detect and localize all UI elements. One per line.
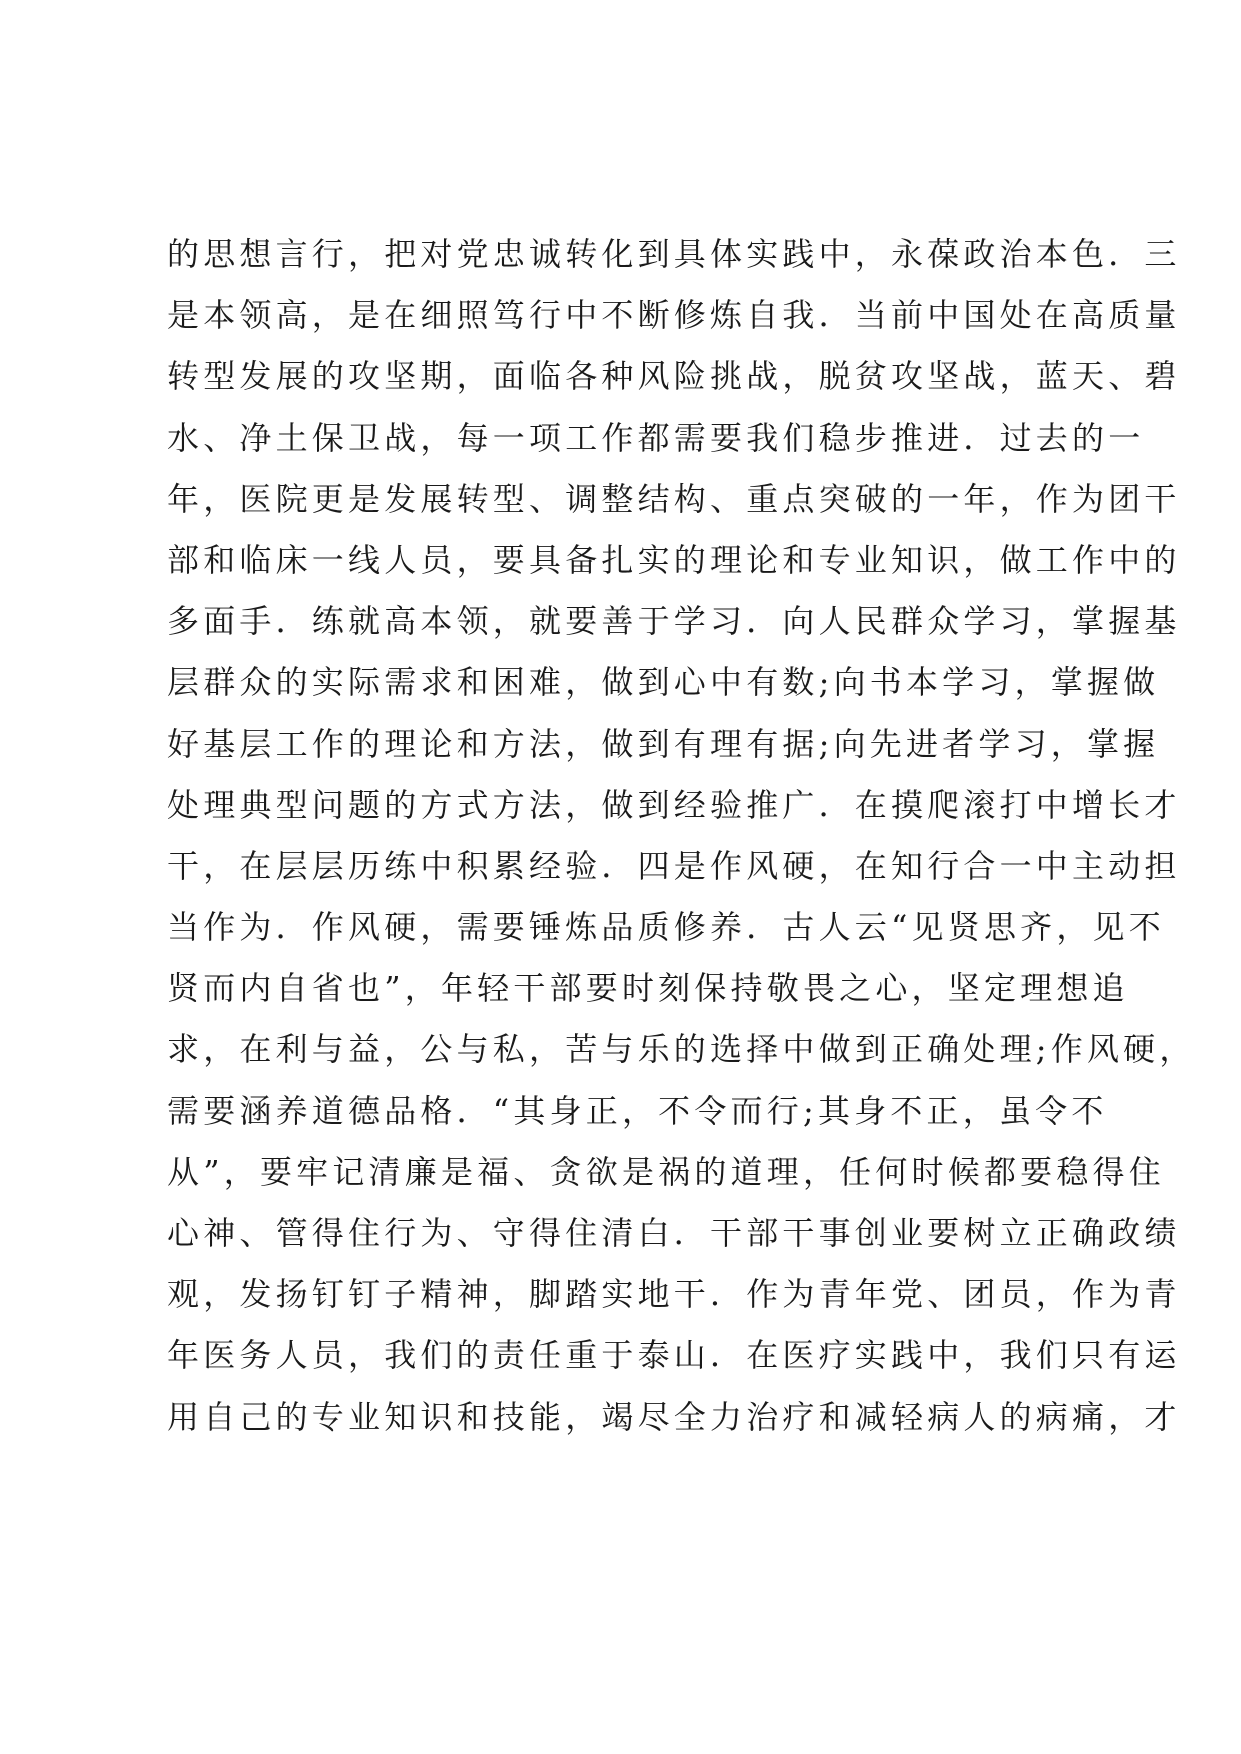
text-line: 心神、管得住行为、守得住清白．干部干事创业要树立正确政绩 (167, 1214, 1181, 1252)
text-line: 年医务人员，我们的责任重于泰山．在医疗实践中，我们只有运 (167, 1336, 1181, 1375)
text-line: 从”，要牢记清廉是福、贪欲是祸的道理，任何时候都要稳得住 (167, 1152, 1165, 1191)
text-line: 部和临床一线人员，要具备扎实的理论和专业知识，做工作中的 (167, 540, 1181, 579)
text-line: 处理典型问题的方式方法，做到经验推广．在摸爬滚打中增长才 (167, 785, 1181, 824)
text-line: 贤而内自省也”，年轻干部要时刻保持敬畏之心，坚定理想追 (167, 969, 1129, 1008)
text-line: 是本领高，是在细照笃行中不断修炼自我．当前中国处在高质量 (167, 296, 1181, 335)
text-line: 年，医院更是发展转型、调整结构、重点突破的一年，作为团干 (167, 479, 1181, 518)
text-line: 当作为．作风硬，需要锤炼品质修养．古人云“见贤思齐，见不 (167, 908, 1165, 947)
text-line: 观，发扬钉钉子精神，脚踏实地干．作为青年党、团员，作为青 (167, 1275, 1181, 1314)
text-line: 好基层工作的理论和方法，做到有理有据;向先进者学习，掌握 (167, 724, 1160, 763)
text-line: 转型发展的攻坚期，面临各种风险挑战，脱贫攻坚战，蓝天、碧 (167, 357, 1181, 396)
text-line: 的思想言行，把对党忠诚转化到具体实践中，永葆政治本色．三 (167, 235, 1181, 273)
text-line: 水、净土保卫战，每一项工作都需要我们稳步推进．过去的一 (167, 418, 1145, 457)
text-line: 用自己的专业知识和技能，竭尽全力治疗和减轻病人的病痛，才 (167, 1397, 1181, 1436)
body-text (167, 224, 1196, 1448)
text-line: 干，在层层历练中积累经验．四是作风硬，在知行合一中主动担 (167, 846, 1181, 885)
text-line: 多面手．练就高本领，就要善于学习．向人民群众学习，掌握基 (167, 602, 1181, 641)
text-line: 层群众的实际需求和困难，做到心中有数;向书本学习，掌握做 (167, 663, 1160, 702)
text-line: 需要涵养道德品格．“其身正，不令而行;其身不正，虽令不 (167, 1091, 1108, 1130)
text-line: 求，在利与益，公与私，苦与乐的选择中做到正确处理;作风硬， (167, 1030, 1196, 1069)
